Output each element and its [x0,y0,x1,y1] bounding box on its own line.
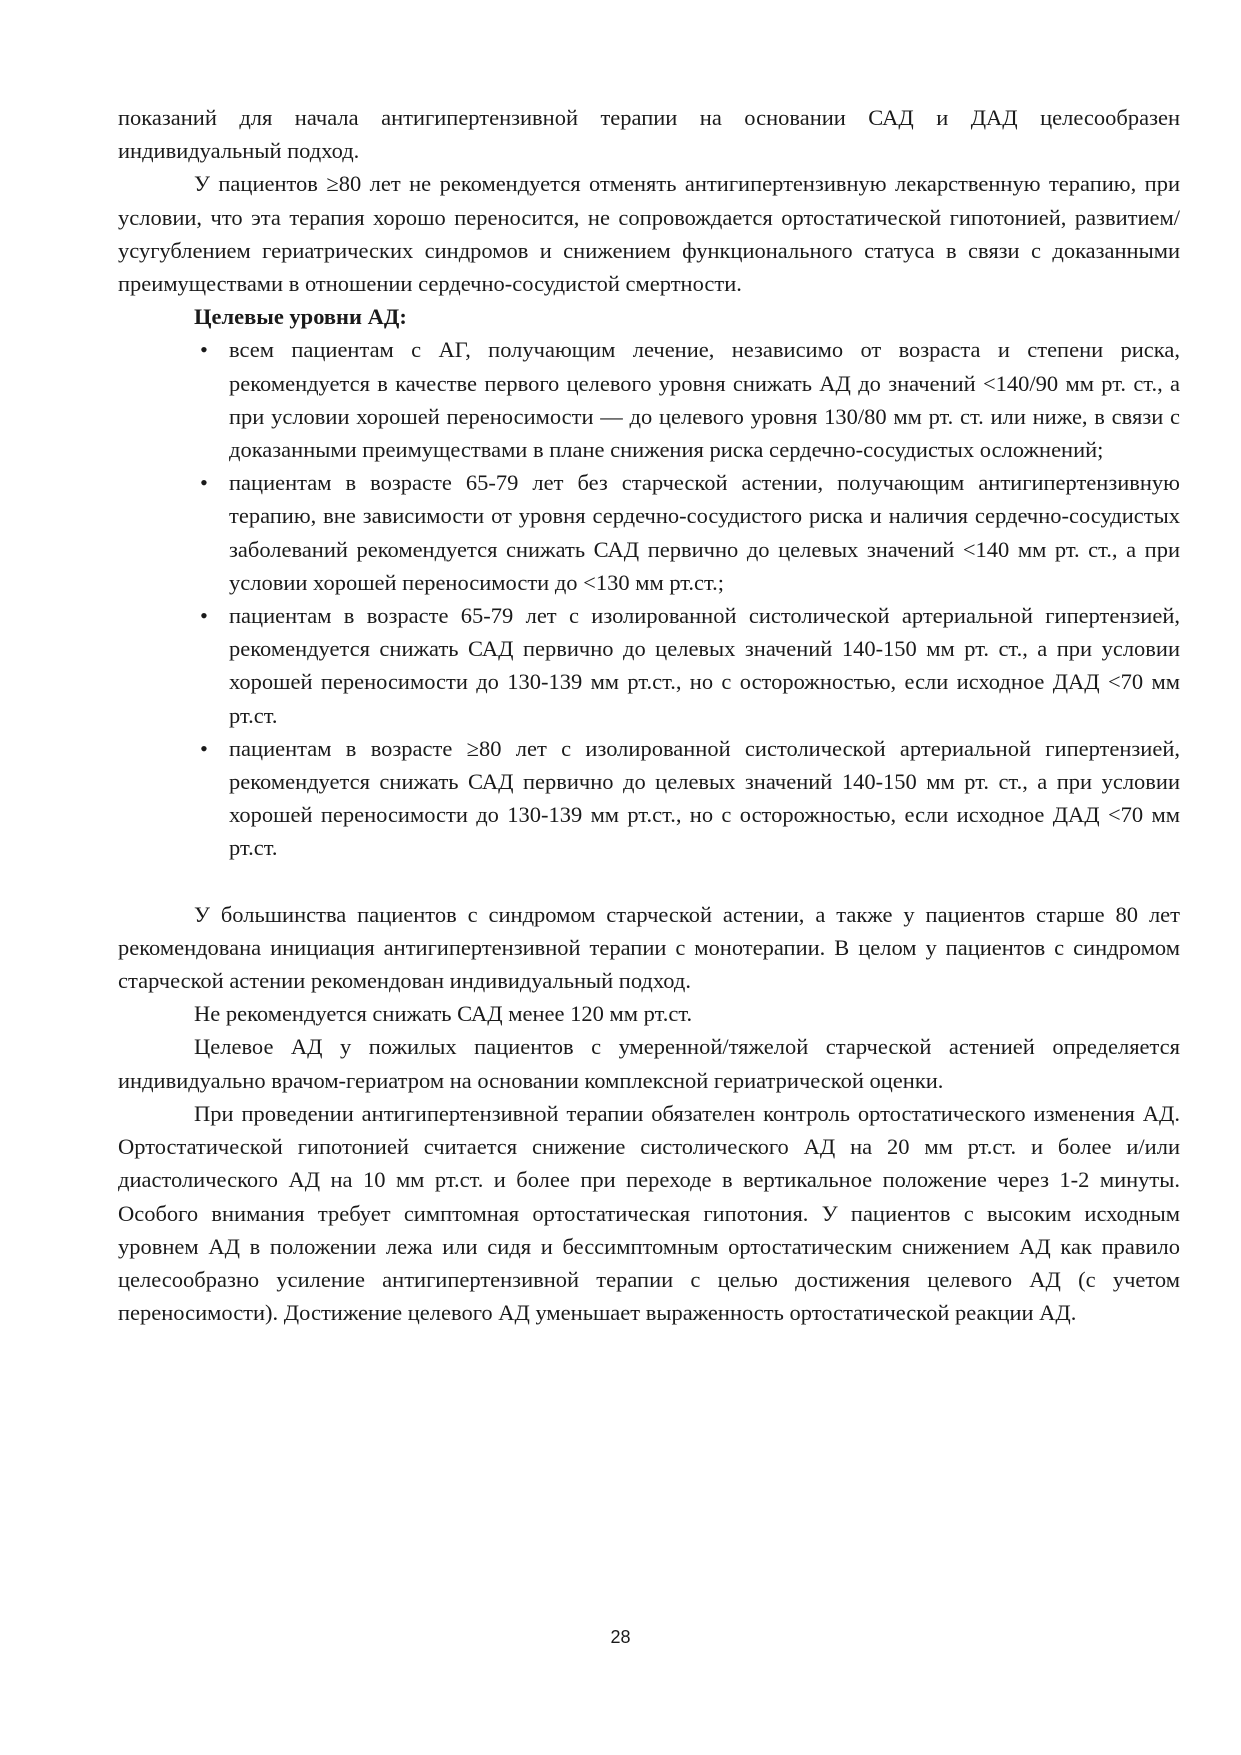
paragraph-min-sad: Не рекомендуется снижать САД менее 120 мм рт.ст. [194,1001,693,1027]
bullet-icon: • [200,603,208,629]
targets-heading: Целевые уровни АД: [194,304,407,330]
bullet-icon: • [200,337,208,363]
list-item-text: пациентам в возрасте 65-79 лет без старческой астении, получающим антигипертензивную терапию, вне зависимости от уровня сердечно-сосудистого риска и наличия сердечно-сосудистых заболеваний рекомендуется снижать САД первично до целевых значений <140 мм рт. ст., а при условии хорошей переносимости до <130 мм рт.ст.; [229,470,1180,595]
paragraph-frailty: У большинства пациентов с синдромом старческой астении, а также у пациентов старше 80 лет рекомендована инициация антигипертензивной терапии с монотерапии. В целом у пациентов с синдромом старческой астении рекомендован индивидуальный подход. [118,901,1180,994]
list-item-text: пациентам в возрасте ≥80 лет с изолированной систолической артериальной гипертензией, рекомендуется снижать САД первично до целевых значений 140-150 мм рт. ст., а при условии хорошей переносимости до 130-139 мм рт.ст., но с осторожностью, если исходное ДАД <70 мм рт.ст. [229,735,1180,861]
bullet-icon: • [200,470,208,496]
list-item [118,466,1180,599]
list-item [118,732,1180,865]
page-number: 28 [610,1627,631,1647]
paragraph-spacer [118,865,1180,898]
list-item [118,333,1180,466]
paragraph-geriatrician: Целевое АД у пожилых пациентов с умеренной/тяжелой старческой астенией определяется индивидуально врачом-гериатром на основании комплексной гериатрической оценки. [118,1034,1180,1093]
page-content [118,101,1180,1329]
bullet-icon: • [200,735,208,761]
intro-continuation-paragraph: показаний для начала антигипертензивной терапии на основании САД и ДАД целесообразен индивидуальный подход. [118,105,1180,164]
list-item [118,599,1180,732]
paragraph-80-plus: У пациентов ≥80 лет не рекомендуется отменять антигипертензивную лекарственную терапию, при условии, что эта терапия хорошо переносится, не сопровождается ортостатической гипотонией, развитием/усугублением гериатрических синдромов и снижением функционального статуса в связи с доказанными преимуществами в отношении сердечно-сосудистой смертности. [118,171,1180,297]
list-item-text: пациентам в возрасте 65-79 лет с изолированной систолической артериальной гипертензией, рекомендуется снижать САД первично до целевых значений 140-150 мм рт. ст., а при условии хорошей переносимости до 130-139 мм рт.ст., но с осторожностью, если исходное ДАД <70 мм рт.ст. [229,603,1180,728]
list-item-text: всем пациентам с АГ, получающим лечение, независимо от возраста и степени риска, рекомендуется в качестве первого целевого уровня снижать АД до значений <140/90 мм рт. ст., а при условии хорошей переносимости — до целевого уровня 130/80 мм рт. ст. или ниже, в связи с доказанными преимуществами в плане снижения риска сердечно-сосудистых осложнений; [229,337,1180,463]
paragraph-orthostatic: При проведении антигипертензивной терапии обязателен контроль ортостатического изменения АД. Ортостатической гипотонией считается снижение систолического АД на 20 мм рт.ст. и более и/или диастолического АД на 10 мм рт.ст. и более при переходе в вертикальное положение через 1-2 минуты. Особого внимания требует симптомная ортостатическая гипотония. У пациентов с высоким исходным уровнем АД в положении лежа или сидя и бессимптомным ортостатическим снижением АД как правило целесообразно усиление антигипертензивной терапии с целью достижения целевого АД (с учетом переносимости). Достижение целевого АД уменьшает выраженность ортостатической реакции АД. [118,1100,1180,1326]
targets-list [118,333,1180,864]
